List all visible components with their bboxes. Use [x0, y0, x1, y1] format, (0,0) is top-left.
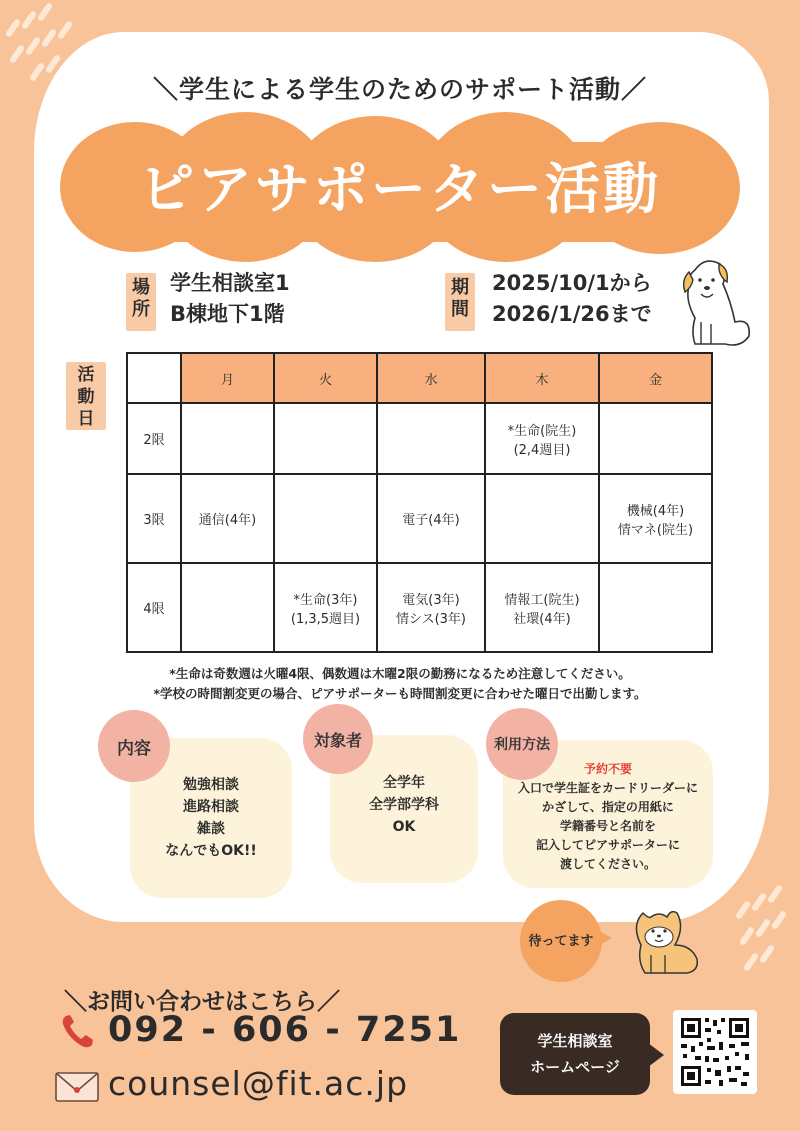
- waiting-text: 待ってます: [528, 934, 594, 949]
- content-label: 内容: [98, 710, 170, 782]
- envelope-icon: [54, 1070, 100, 1104]
- schedule-cell: 通信(4年): [181, 474, 274, 563]
- shiba-illustration: [625, 905, 705, 977]
- schedule-cell: [181, 563, 274, 652]
- table-row: [127, 563, 712, 652]
- schedule-cell: [274, 403, 377, 474]
- schedule-cell: [181, 403, 274, 474]
- page-title: ピアサポーター活動: [138, 157, 661, 221]
- target-lines: 全学年 全学部学科 OK: [369, 775, 439, 835]
- day-header: 木: [485, 353, 599, 403]
- schedule-cell: *生命(3年) (1,3,5週目): [274, 563, 377, 652]
- schedule-cell: [485, 474, 599, 563]
- email-address[interactable]: counsel@fit.ac.jp: [108, 1064, 409, 1103]
- day-header: 金: [599, 353, 712, 403]
- usage-label: 利用方法: [486, 708, 558, 780]
- schedule-cell: [599, 563, 712, 652]
- day-header: 水: [377, 353, 485, 403]
- place-info: 学生相談室1 B棟地下1階: [170, 271, 290, 326]
- phone-icon: [60, 1012, 96, 1050]
- schedule-cell: *生命(院生) (2,4週目): [485, 403, 599, 474]
- content-lines: 勉強相談 進路相談 雑談 なんでもOK!!: [165, 777, 257, 859]
- target-label: 対象者: [303, 704, 373, 774]
- schedule-cell: 情報工(院生) 社環(4年): [485, 563, 599, 652]
- homepage-arrow: [648, 1043, 664, 1067]
- period-cell: 3限: [127, 474, 181, 563]
- table-row: [127, 474, 712, 563]
- dog-illustration: [665, 252, 760, 352]
- qr-code-icon[interactable]: [673, 1010, 757, 1094]
- place-label: 場 所: [126, 273, 156, 331]
- period-cell: 4限: [127, 563, 181, 652]
- activity-day-label: 活 動 日: [66, 362, 106, 430]
- usage-lines: 予約不要 入口で学生証をカードリーダーに かざして、指定の用紙に 学籍番号と名前を 記入してピアサポーターに 渡してください。: [517, 762, 698, 871]
- day-header: 月: [181, 353, 274, 403]
- schedule-note-1: *生命は奇数週は火曜4限、偶数週は木曜2限の勤務になるため注意してください。: [169, 666, 631, 681]
- period-info: 2025/10/1から 2026/1/26まで: [492, 271, 652, 326]
- schedule-cell: [599, 403, 712, 474]
- schedule-cell: [377, 403, 485, 474]
- schedule-cell: 電気(3年) 情シス(3年): [377, 563, 485, 652]
- period-label: 期 間: [445, 273, 475, 331]
- tagline: ＼学生による学生のためのサポート活動／: [152, 75, 647, 104]
- schedule-table: [126, 352, 713, 653]
- table-corner: [127, 353, 181, 403]
- schedule-note-2: *学校の時間割変更の場合、ピアサポーターも時間割変更に合わせた曜日で出勤します。: [153, 686, 647, 701]
- schedule-cell: 機械(4年) 情マネ(院生): [599, 474, 712, 563]
- contact-heading: ＼お問い合わせはこちら／: [64, 989, 340, 1015]
- schedule-cell: 電子(4年): [377, 474, 485, 563]
- period-cell: 2限: [127, 403, 181, 474]
- schedule-cell: [274, 474, 377, 563]
- homepage-button[interactable]: 学生相談室 ホームページ: [500, 1013, 650, 1095]
- day-header: 火: [274, 353, 377, 403]
- phone-number[interactable]: 092 - 606 - 7251: [108, 1010, 462, 1050]
- table-row: [127, 403, 712, 474]
